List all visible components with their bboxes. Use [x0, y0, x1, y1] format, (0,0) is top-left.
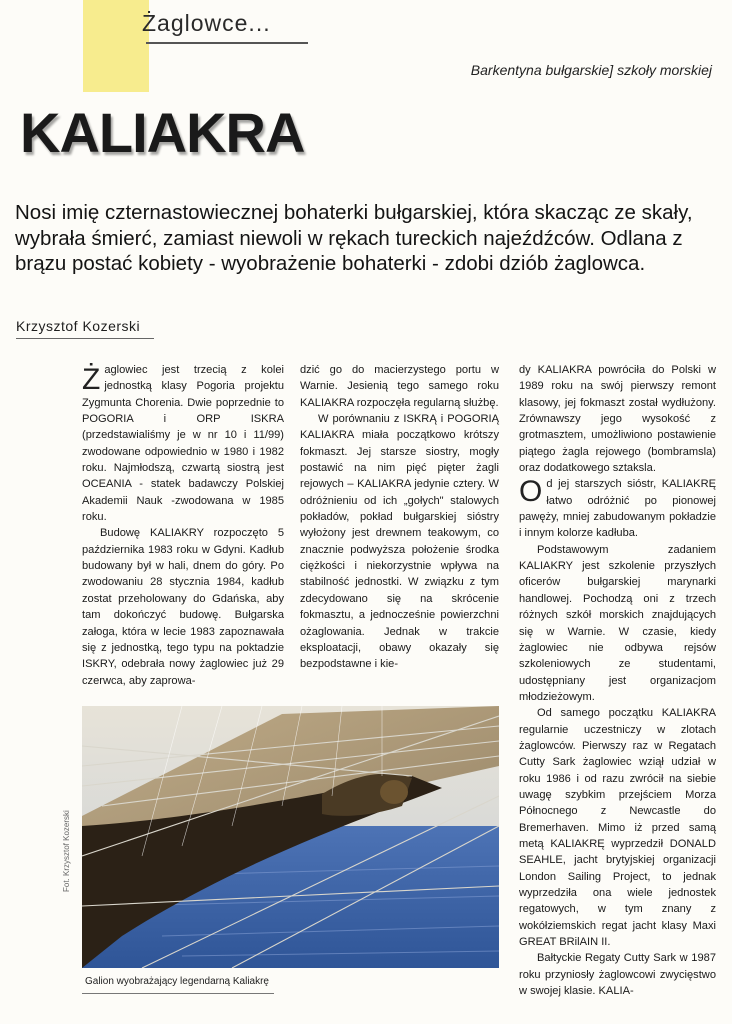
paragraph: W porównaniu z ISKRĄ i POGORIĄ KALIAKRA miała początkowo krótszy fokmaszt. Jej starsze siostry, mogły postawić na nim pięć pięter żagli rejowych – KALIAKRA jedynie cztery. W odróżnieniu od ich „gołych" stalowych pokładów, pokład bułgarskiej sióstry wyłożony jest drewnem teakowym, co znacznie podwyższa położenie środka ciężkości i niekorzystnie wpływa na stabilność jednostki. W związku z tym zdecydowano się na skrócenie fokmasztu, a jednocześnie powierzchni ożaglowania. Jednak w trakcie eksploatacji, obawy okazały się bezpodstawne i kie-	[300, 413, 499, 671]
paragraph	[519, 476, 716, 541]
ship-figurehead-photo	[82, 706, 499, 968]
paragraph: Budowę KALIAKRY rozpoczęto 5 października 1983 roku w Gdyni. Kadłub budowany był w hali, dnem do góry. Po zwodowaniu 28 stycznia 1984, kadłub zostat przeholowany do Gdańska, aby tam dokończyć budowę. Bułgarska załoga, która w lecie 1983 zapoznawała się z jednostką, tego typu na poktadzie ISKRY, odebrała nowy żaglowiec już 29 czerwca, aby zaprowa-	[82, 527, 284, 687]
paragraph	[82, 362, 284, 525]
author-name: Krzysztof Kozerski	[16, 318, 141, 334]
drop-cap: O	[519, 475, 543, 509]
photo-illustration	[82, 706, 499, 968]
paragraph: Podstawowym zadaniem KALIAKRY jest szkolenie przyszłych oficerów bułgarskiej marynarki handlowej. Pochodzą oni z trzech różnych szkół morskich znajdujących się w Warnie. W czasie, kiedy żaglowiec nie odbywa rejsów szkoleniowych ze studentami, udostępniany jest organizacjom młodzieżowym.	[519, 543, 716, 703]
photo-caption: Galion wyobrażający legendarną Kaliakrę	[85, 976, 269, 987]
article-headline: KALIAKRA	[20, 101, 305, 164]
drop-cap: Ż	[82, 363, 101, 396]
text-column-3	[519, 362, 716, 999]
caption-underline	[82, 993, 274, 994]
paragraph: dy KALIAKRA powróciła do Polski w 1989 roku na swój pierwszy remont klasowy, jej fokmaszt został wydłużony. Zrównawszy jego wysokość z grotmasztem, umożliwiono postawienie piątego żagla rejowego (bombramsla) oraz dodatkowego sztaksla.	[519, 364, 716, 475]
text-column-1	[82, 362, 284, 689]
yellow-accent-box	[83, 0, 149, 92]
section-title: Żaglowce...	[142, 10, 271, 36]
section-title-underline	[146, 42, 308, 44]
paragraph-text: d jej starszych sióstr, KALIAKRĘ łatwo odróżnić po pionowej pawęży, mniej zabudowanym pokładzie i innym kolorze kadłuba.	[519, 478, 716, 540]
photo-credit: Fot. Krzysztof Kozerski	[62, 810, 71, 892]
lead-paragraph: Nosi imię czternastowiecznej bohaterki bułgarskiej, która skacząc ze skały, wybrała śmierć, zamiast niewoli w rękach tureckich najeźdźców. Odlana z brązu postać kobiety - wyobrażenie bohaterki - zdobi dziób żaglowca.	[15, 201, 693, 275]
author-underline	[16, 338, 154, 339]
text-column-2	[300, 362, 499, 673]
article-subtitle: Barkentyna bułgarskie] szkoły morskiej	[470, 62, 712, 78]
paragraph-text: aglowiec jest trzecią z kolei jednostką klasy Pogoria projektu Zygmunta Chorenia. Dwie poprzednie to POGORIA i ORP ISKRA (przedstawialiśmy je w nr 10 i 11/99) zwodowane odpowiednio w 1980 i 1982 roku. Najmłodszą, czwartą siostrą jest OCEANIA - statek badawczy Polskiej Akademii Nauk -zwodowana w 1985 roku.	[82, 364, 284, 524]
paragraph: Od samego początku KALIAKRA regularnie uczestniczy w zlotach żaglowców. Pierwszy raz w Regatach Cutty Sark żaglowiec wziął udział w roku 1986 i od razu zwrócił na siebie uwagę szybkim przejściem Morza Północnego z Newcastle do Bremerhaven. Mimo iż przed samą metą KALIAKRĘ wyprzedził DONALD SEAHLE, jacht brytyjskiej organizacji London Sailing Project, to jednak wyprzedziła ona wiele jednostek regatowych, w tym znany z wokółziemskich regat jacht klasy Maxi GREAT BRilAIN II.	[519, 707, 716, 949]
paragraph: Bałtyckie Regaty Cutty Sark w 1987 roku przyniosły żaglowcowi zwycięstwo w swojej klasie. KALIA-	[519, 952, 716, 998]
paragraph: dzić go do macierzystego portu w Warnie. Jesienią tego samego roku KALIAKRA rozpoczęła regularną służbę.	[300, 364, 499, 409]
